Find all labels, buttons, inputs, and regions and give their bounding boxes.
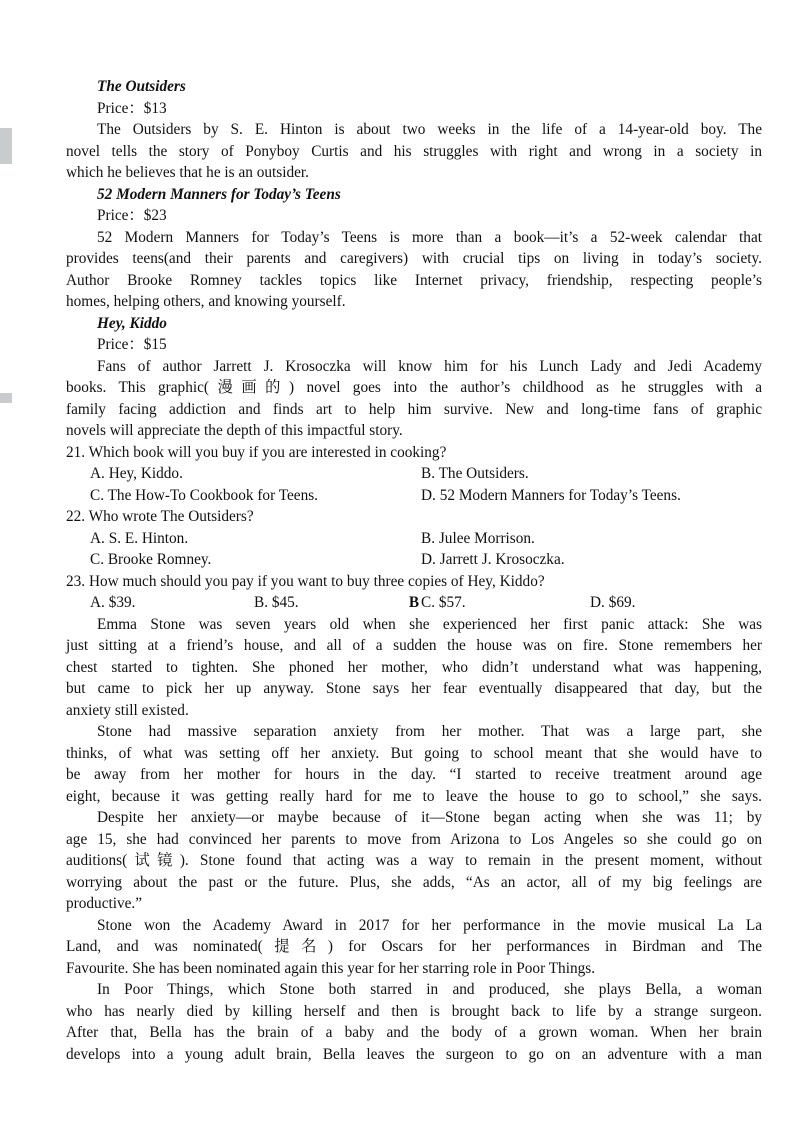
question-stem: 23. How much should you pay if you want to buy three copies of Hey, Kiddo? xyxy=(66,572,545,590)
passage-line: just sitting at a friend’s house, and all of a sudden the house was on fire. Stone remembers her xyxy=(66,637,762,654)
option-d: D. $69. xyxy=(590,594,636,611)
book-desc-line: books. This graphic(漫画的) novel goes into the author’s childhood as he struggles with a xyxy=(66,379,762,396)
option-d: D. 52 Modern Manners for Today’s Teens. xyxy=(421,486,681,504)
option-c: C. The How-To Cookbook for Teens. xyxy=(90,486,318,504)
book-desc-line: family facing addiction and finds art to help him survive. New and long-time fans of graphic xyxy=(66,400,762,418)
option-row xyxy=(66,463,762,485)
passage-line: develops into a young adult brain, Bella leaves the surgeon to go on an adventure with a man xyxy=(66,1045,762,1063)
scan-edge-mark-middle xyxy=(0,393,12,403)
option-b: B. Julee Morrison. xyxy=(421,529,535,547)
option-a: A. Hey, Kiddo. xyxy=(90,465,183,482)
book-desc-line: Fans of author Jarrett J. Krosoczka will know him for his Lunch Lady and Jedi Academy xyxy=(97,357,762,375)
book-price: Price：$15 xyxy=(97,336,167,353)
book-title: 52 Modern Manners for Today’s Teens xyxy=(97,185,341,203)
passage-line: Emma Stone was seven years old when she experienced her first panic attack: She was xyxy=(97,615,762,633)
option-b: B. $45. xyxy=(254,594,299,611)
book-entry-outsiders xyxy=(66,76,762,184)
book-price: Price：$13 xyxy=(97,99,167,117)
passage-line: worrying about the past or the future. Plus, she adds, “As an actor, all of my big feelings are xyxy=(66,873,762,891)
passage-line: Land, and was nominated(提名) for Oscars for her performances in Birdman and The xyxy=(66,938,762,955)
passage-paragraph xyxy=(66,614,762,722)
book-title: Hey, Kiddo xyxy=(97,314,167,332)
book-desc-line: provides teens(and their parents and caregivers) with crucial tips on living in today’s society. xyxy=(66,250,762,267)
passage-line: Stone won the Academy Award in 2017 for her performance in the movie musical La La xyxy=(97,916,762,934)
book-desc-line: Author Brooke Romney tackles topics like Internet privacy, friendship, respecting people’s xyxy=(66,271,762,289)
exam-page xyxy=(66,76,762,1065)
question-22 xyxy=(66,506,762,571)
book-title: The Outsiders xyxy=(97,78,186,95)
option-a: A. S. E. Hinton. xyxy=(90,529,189,547)
passage-line: thinks, of what was setting off her anxiety. But going to school meant that she would have to xyxy=(66,744,762,762)
book-desc-line: homes, helping others, and knowing yourself. xyxy=(66,293,346,310)
book-entry-hey-kiddo xyxy=(66,313,762,442)
passage-paragraph xyxy=(66,721,762,807)
option-row xyxy=(66,549,762,571)
passage-line: anxiety still existed. xyxy=(66,701,189,719)
passage-paragraph xyxy=(66,915,762,980)
passage-line: After that, Bella has the brain of a baby and the body of a grown woman. When her brain xyxy=(66,1024,762,1041)
option-row xyxy=(66,528,762,550)
book-price: Price：$23 xyxy=(97,207,167,224)
scan-edge-mark-top xyxy=(0,128,12,164)
passage-line: Stone had massive separation anxiety from her mother. That was a large part, she xyxy=(97,723,762,740)
passage-paragraph xyxy=(66,979,762,1065)
passage-line: who has nearly died by killing herself and then is brought back to life by a strange surgeon. xyxy=(66,1002,762,1020)
passage-line: but came to pick her up anyway. Stone says her fear eventually disappeared that day, but the xyxy=(66,680,762,697)
question-stem: 21. Which book will you buy if you are interested in cooking? xyxy=(66,443,447,461)
question-stem: 22. Who wrote The Outsiders? xyxy=(66,508,254,525)
option-c: C. Brooke Romney. xyxy=(90,551,212,568)
passage-line: eight, because it was getting really hard for me to leave the house to go to school,” she says. xyxy=(66,787,762,805)
option-a: A. $39. xyxy=(90,594,136,611)
passage-line: productive.” xyxy=(66,895,143,912)
book-desc-line: novel tells the story of Ponyboy Curtis and his struggles with right and wrong in a society in xyxy=(66,142,762,160)
passage-line: Favourite. She has been nominated again this year for her starring role in Poor Things. xyxy=(66,959,596,977)
passage-line: In Poor Things, which Stone both starred in and produced, she plays Bella, a woman xyxy=(97,981,762,998)
section-heading: B xyxy=(408,594,420,611)
question-21 xyxy=(66,442,762,507)
passage-line: age 15, she had convinced her parents to move from Arizona to Los Angeles so she could go on xyxy=(66,830,762,848)
passage-paragraph xyxy=(66,807,762,915)
passage-line: be away from her mother for hours in the day. “I started to receive treatment around age xyxy=(66,766,762,783)
passage-line: Despite her anxiety—or maybe because of it—Stone began acting when she was 11; by xyxy=(97,809,762,826)
book-desc-line: novels will appreciate the depth of this impactful story. xyxy=(66,422,403,439)
option-row xyxy=(66,485,762,507)
book-entry-modern-manners xyxy=(66,184,762,313)
passage-line: chest started to tighten. She phoned her mother, who didn’t understand what was happening, xyxy=(66,658,762,676)
passage-line: auditions(试镜). Stone found that acting was a way to remain in the present moment, without xyxy=(66,852,762,869)
option-c: C. $57. xyxy=(421,594,466,611)
option-d: D. Jarrett J. Krosoczka. xyxy=(421,551,565,568)
book-desc-line: 52 Modern Manners for Today’s Teens is more than a book—it’s a 52-week calendar that xyxy=(97,228,762,246)
question-23 xyxy=(66,571,762,611)
book-desc-line: The Outsiders by S. E. Hinton is about two weeks in the life of a 14-year-old boy. The xyxy=(97,121,762,138)
option-b: B. The Outsiders. xyxy=(421,465,529,482)
book-desc-line: which he believes that he is an outsider. xyxy=(66,164,309,181)
